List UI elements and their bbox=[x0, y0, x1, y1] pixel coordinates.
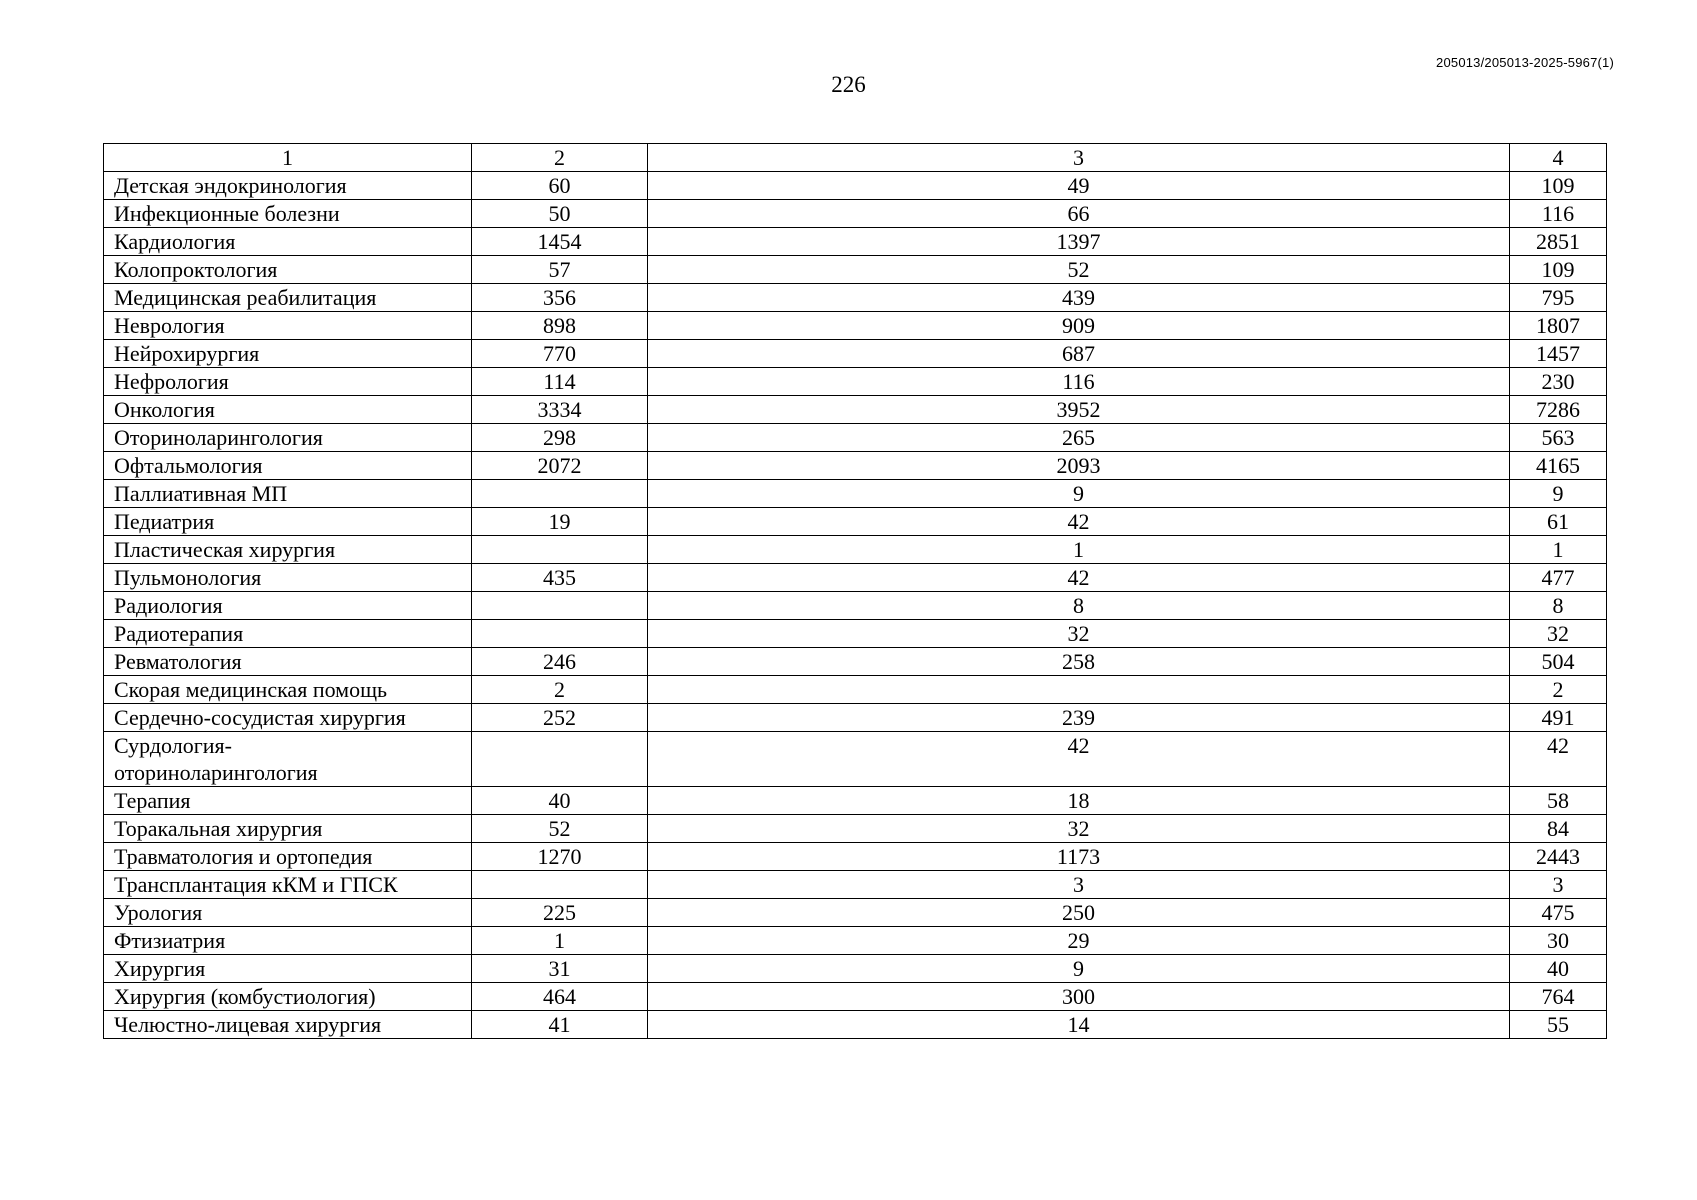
table-body bbox=[104, 172, 1607, 1039]
specialty-cell: Хирургия bbox=[104, 955, 472, 983]
column-header: 3 bbox=[648, 144, 1510, 172]
value-cell: 250 bbox=[648, 899, 1510, 927]
value-cell: 9 bbox=[648, 955, 1510, 983]
value-cell: 435 bbox=[472, 564, 648, 592]
specialty-cell: Урология bbox=[104, 899, 472, 927]
value-cell: 40 bbox=[472, 787, 648, 815]
value-cell bbox=[648, 676, 1510, 704]
specialty-cell: Сурдология- оториноларингология bbox=[104, 732, 472, 787]
value-cell: 2851 bbox=[1510, 228, 1607, 256]
value-cell bbox=[472, 536, 648, 564]
value-cell: 687 bbox=[648, 340, 1510, 368]
value-cell bbox=[472, 620, 648, 648]
value-cell bbox=[472, 871, 648, 899]
value-cell: 3952 bbox=[648, 396, 1510, 424]
value-cell: 49 bbox=[648, 172, 1510, 200]
table-row bbox=[104, 396, 1607, 424]
value-cell: 32 bbox=[648, 815, 1510, 843]
table-row bbox=[104, 564, 1607, 592]
value-cell: 61 bbox=[1510, 508, 1607, 536]
table-row bbox=[104, 787, 1607, 815]
table-row bbox=[104, 955, 1607, 983]
specialty-cell: Пластическая хирургия bbox=[104, 536, 472, 564]
specialty-cell: Радиология bbox=[104, 592, 472, 620]
specialty-cell: Офтальмология bbox=[104, 452, 472, 480]
table-row bbox=[104, 256, 1607, 284]
table-header-row bbox=[104, 144, 1607, 172]
value-cell: 252 bbox=[472, 704, 648, 732]
data-table bbox=[103, 143, 1607, 1039]
value-cell: 258 bbox=[648, 648, 1510, 676]
table-row bbox=[104, 368, 1607, 396]
value-cell: 41 bbox=[472, 1011, 648, 1039]
specialty-cell: Трансплантация кКМ и ГПСК bbox=[104, 871, 472, 899]
value-cell: 32 bbox=[1510, 620, 1607, 648]
value-cell: 66 bbox=[648, 200, 1510, 228]
specialty-cell: Сердечно-сосудистая хирургия bbox=[104, 704, 472, 732]
specialty-cell: Паллиативная МП bbox=[104, 480, 472, 508]
value-cell: 109 bbox=[1510, 256, 1607, 284]
table-row bbox=[104, 424, 1607, 452]
specialty-cell: Челюстно-лицевая хирургия bbox=[104, 1011, 472, 1039]
value-cell: 504 bbox=[1510, 648, 1607, 676]
value-cell: 1457 bbox=[1510, 340, 1607, 368]
specialty-cell: Скорая медицинская помощь bbox=[104, 676, 472, 704]
value-cell: 3 bbox=[648, 871, 1510, 899]
value-cell: 57 bbox=[472, 256, 648, 284]
table-row bbox=[104, 536, 1607, 564]
value-cell: 31 bbox=[472, 955, 648, 983]
value-cell: 14 bbox=[648, 1011, 1510, 1039]
specialty-cell: Нефрология bbox=[104, 368, 472, 396]
value-cell: 30 bbox=[1510, 927, 1607, 955]
specialty-cell: Травматология и ортопедия bbox=[104, 843, 472, 871]
specialty-cell: Радиотерапия bbox=[104, 620, 472, 648]
value-cell: 18 bbox=[648, 787, 1510, 815]
value-cell: 477 bbox=[1510, 564, 1607, 592]
value-cell: 2072 bbox=[472, 452, 648, 480]
column-header: 4 bbox=[1510, 144, 1607, 172]
value-cell: 770 bbox=[472, 340, 648, 368]
value-cell: 909 bbox=[648, 312, 1510, 340]
value-cell: 52 bbox=[648, 256, 1510, 284]
specialty-cell: Терапия bbox=[104, 787, 472, 815]
table-row bbox=[104, 592, 1607, 620]
value-cell: 116 bbox=[1510, 200, 1607, 228]
specialty-cell: Хирургия (комбустиология) bbox=[104, 983, 472, 1011]
table-row bbox=[104, 200, 1607, 228]
table-row bbox=[104, 284, 1607, 312]
value-cell: 52 bbox=[472, 815, 648, 843]
value-cell: 58 bbox=[1510, 787, 1607, 815]
value-cell: 1454 bbox=[472, 228, 648, 256]
value-cell: 246 bbox=[472, 648, 648, 676]
value-cell: 491 bbox=[1510, 704, 1607, 732]
table-row bbox=[104, 1011, 1607, 1039]
value-cell: 300 bbox=[648, 983, 1510, 1011]
value-cell: 42 bbox=[648, 564, 1510, 592]
value-cell: 1397 bbox=[648, 228, 1510, 256]
value-cell: 60 bbox=[472, 172, 648, 200]
value-cell: 84 bbox=[1510, 815, 1607, 843]
value-cell: 29 bbox=[648, 927, 1510, 955]
specialty-cell: Детская эндокринология bbox=[104, 172, 472, 200]
value-cell: 475 bbox=[1510, 899, 1607, 927]
value-cell: 3334 bbox=[472, 396, 648, 424]
table-row bbox=[104, 480, 1607, 508]
value-cell: 9 bbox=[648, 480, 1510, 508]
table-row bbox=[104, 508, 1607, 536]
value-cell: 42 bbox=[648, 508, 1510, 536]
table-row bbox=[104, 228, 1607, 256]
value-cell: 764 bbox=[1510, 983, 1607, 1011]
specialty-cell: Медицинская реабилитация bbox=[104, 284, 472, 312]
value-cell: 114 bbox=[472, 368, 648, 396]
value-cell: 1 bbox=[648, 536, 1510, 564]
specialty-cell: Торакальная хирургия bbox=[104, 815, 472, 843]
table-row bbox=[104, 312, 1607, 340]
specialty-cell: Кардиология bbox=[104, 228, 472, 256]
value-cell: 19 bbox=[472, 508, 648, 536]
value-cell bbox=[472, 480, 648, 508]
table-row bbox=[104, 172, 1607, 200]
value-cell: 42 bbox=[1510, 732, 1607, 787]
document-id: 205013/205013-2025-5967(1) bbox=[1436, 55, 1614, 70]
value-cell: 109 bbox=[1510, 172, 1607, 200]
table-row bbox=[104, 648, 1607, 676]
specialty-cell: Фтизиатрия bbox=[104, 927, 472, 955]
specialty-cell: Пульмонология bbox=[104, 564, 472, 592]
value-cell: 356 bbox=[472, 284, 648, 312]
value-cell: 2443 bbox=[1510, 843, 1607, 871]
value-cell: 230 bbox=[1510, 368, 1607, 396]
specialty-cell: Инфекционные болезни bbox=[104, 200, 472, 228]
value-cell: 1270 bbox=[472, 843, 648, 871]
value-cell: 2 bbox=[1510, 676, 1607, 704]
table-row bbox=[104, 899, 1607, 927]
value-cell: 464 bbox=[472, 983, 648, 1011]
value-cell: 32 bbox=[648, 620, 1510, 648]
value-cell: 265 bbox=[648, 424, 1510, 452]
table-row bbox=[104, 676, 1607, 704]
value-cell: 898 bbox=[472, 312, 648, 340]
value-cell: 9 bbox=[1510, 480, 1607, 508]
specialty-cell: Онкология bbox=[104, 396, 472, 424]
value-cell: 239 bbox=[648, 704, 1510, 732]
table-row bbox=[104, 732, 1607, 787]
value-cell bbox=[472, 592, 648, 620]
table-row bbox=[104, 452, 1607, 480]
value-cell: 50 bbox=[472, 200, 648, 228]
value-cell: 1 bbox=[1510, 536, 1607, 564]
value-cell: 439 bbox=[648, 284, 1510, 312]
value-cell: 8 bbox=[1510, 592, 1607, 620]
value-cell: 2 bbox=[472, 676, 648, 704]
value-cell: 8 bbox=[648, 592, 1510, 620]
specialty-cell: Нейрохирургия bbox=[104, 340, 472, 368]
value-cell: 116 bbox=[648, 368, 1510, 396]
value-cell: 795 bbox=[1510, 284, 1607, 312]
value-cell bbox=[472, 732, 648, 787]
table-row bbox=[104, 340, 1607, 368]
value-cell: 225 bbox=[472, 899, 648, 927]
value-cell: 42 bbox=[648, 732, 1510, 787]
value-cell: 563 bbox=[1510, 424, 1607, 452]
column-header: 1 bbox=[104, 144, 472, 172]
table-row bbox=[104, 620, 1607, 648]
table-row bbox=[104, 815, 1607, 843]
page-number: 226 bbox=[831, 72, 866, 97]
specialty-cell: Оториноларингология bbox=[104, 424, 472, 452]
specialty-cell: Неврология bbox=[104, 312, 472, 340]
value-cell: 3 bbox=[1510, 871, 1607, 899]
table-row bbox=[104, 843, 1607, 871]
value-cell: 1 bbox=[472, 927, 648, 955]
value-cell: 1807 bbox=[1510, 312, 1607, 340]
value-cell: 55 bbox=[1510, 1011, 1607, 1039]
specialty-cell: Ревматология bbox=[104, 648, 472, 676]
value-cell: 40 bbox=[1510, 955, 1607, 983]
value-cell: 1173 bbox=[648, 843, 1510, 871]
table-row bbox=[104, 983, 1607, 1011]
specialty-cell: Педиатрия bbox=[104, 508, 472, 536]
table-row bbox=[104, 927, 1607, 955]
value-cell: 298 bbox=[472, 424, 648, 452]
value-cell: 7286 bbox=[1510, 396, 1607, 424]
value-cell: 4165 bbox=[1510, 452, 1607, 480]
table-row bbox=[104, 871, 1607, 899]
column-header: 2 bbox=[472, 144, 648, 172]
value-cell: 2093 bbox=[648, 452, 1510, 480]
specialty-cell: Колопроктология bbox=[104, 256, 472, 284]
table-row bbox=[104, 704, 1607, 732]
